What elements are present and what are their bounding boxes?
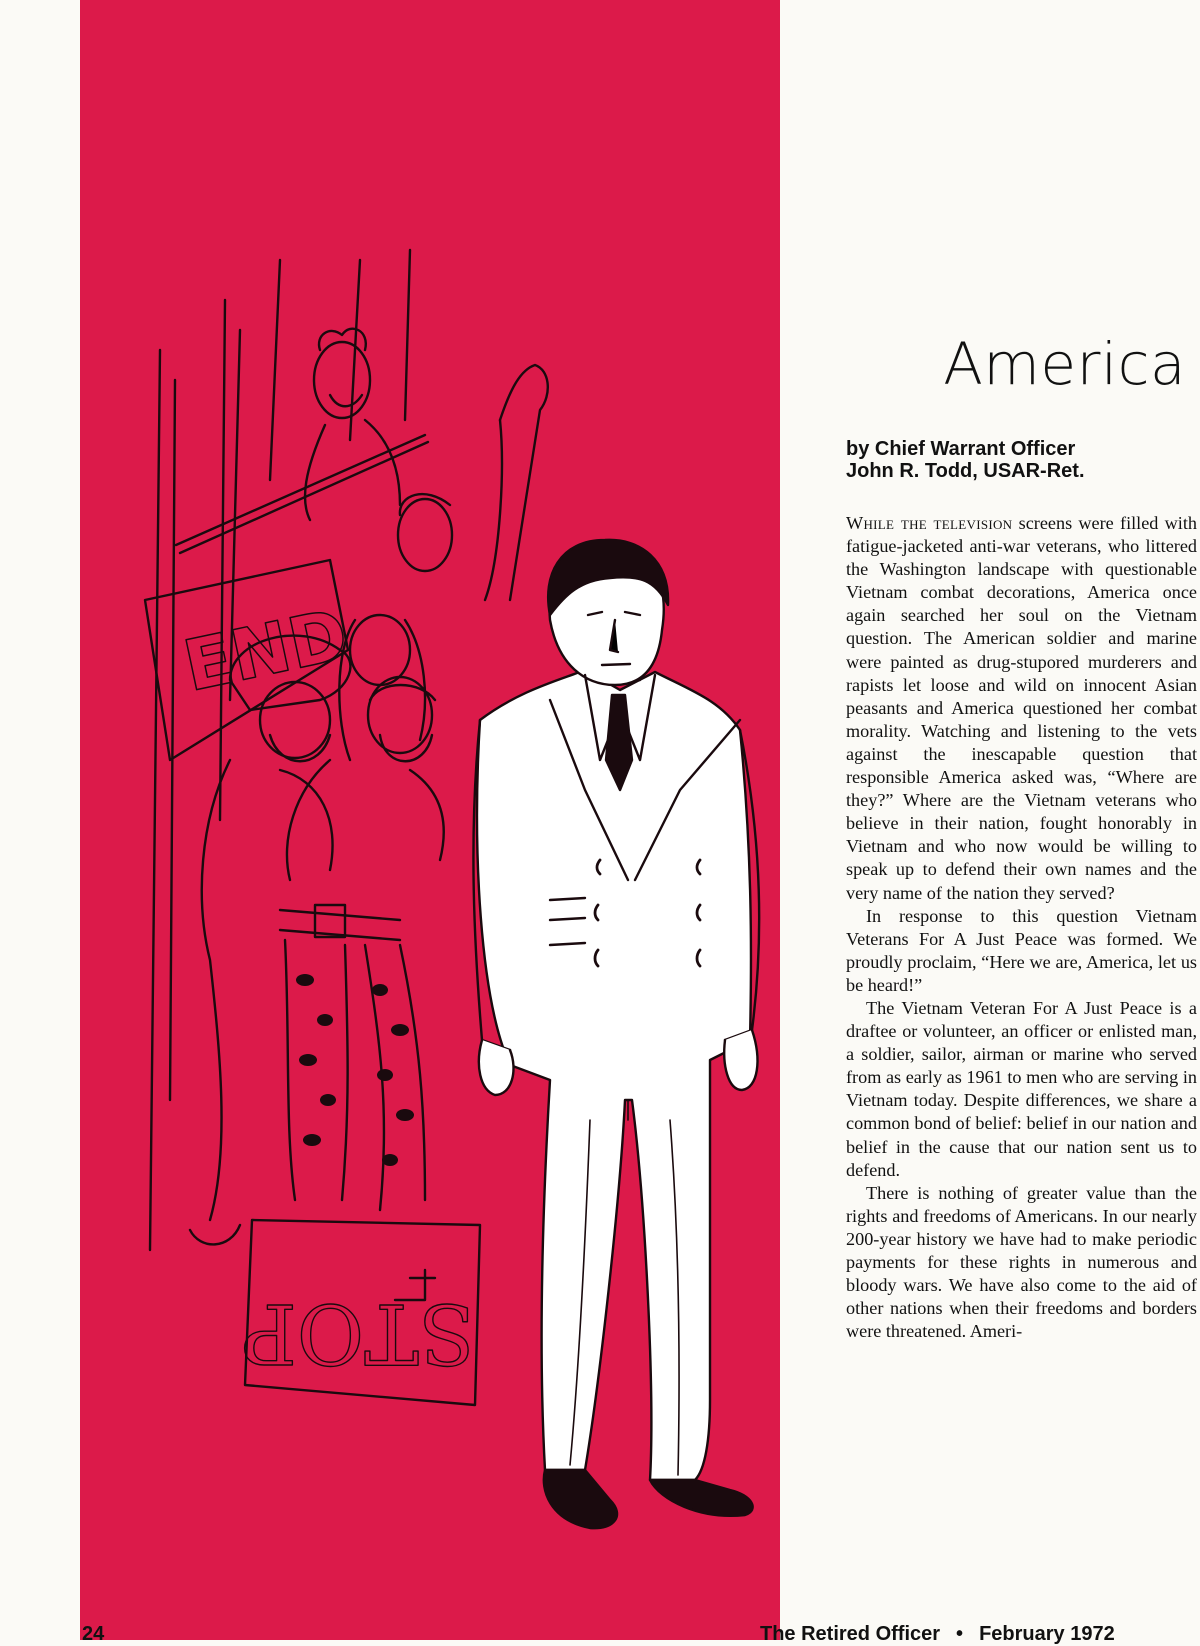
protest-illustration <box>80 0 780 1640</box>
issue-date: February 1972 <box>979 1623 1115 1645</box>
article-title: America <box>943 330 1186 398</box>
byline-line-1: by Chief Warrant Officer <box>846 438 1076 460</box>
paragraph-1 <box>846 512 1197 905</box>
illustration-panel <box>80 0 780 1640</box>
paragraph-1-text: screens were filled with fatigue-jacketed anti-war veterans, who littered the Washington landscape with questionable Vietnam combat decorations, America once again searched her soul on the Vietnam question. The American soldier and marine were painted as drug-stupored murderers and rapists let loose and wild on innocent Asian peasants and America questioned her combat morality. Watching and listening to the vets against the inescapable question that responsible America asked was, “Where are they?” Where are the Vietnam veterans who believe in their nation, fought honorably in Vietnam and who now would be willing to speak up to defend their own names and the very name of the nation they served? <box>846 513 1197 903</box>
page-number: 24 <box>82 1623 105 1645</box>
publication-name: The Retired Officer <box>760 1623 941 1645</box>
man-in-white-suit <box>473 540 759 1528</box>
paragraph-2: In response to this question Vietnam Veterans For A Just Peace was formed. We proudly proclaim, “Here we are, America, let us be heard!” <box>846 905 1197 995</box>
article-body <box>846 512 1197 1343</box>
paragraph-4: There is nothing of greater value than the rights and freedoms of Americans. In our nearly 200-year history we have had to make periodic payments for these rights in numerous and bloody wars. We have also come to the aid of other nations when their freedoms and borders were threatened. Ameri- <box>846 1182 1197 1342</box>
byline <box>846 438 1176 482</box>
end-sign-text: END <box>176 593 355 708</box>
stop-sign-text: STOP <box>241 1285 475 1380</box>
paragraph-3: The Vietnam Veteran For A Just Peace is a draftee or volunteer, an officer or enlisted man, a soldier, sailor, airman or marine who served from as early as 1961 to men who are serving in Vietnam today. Despite differences, we share a common bond of belief: belief in our nation and belief in the cause that our nation sent us to defend. <box>846 997 1197 1180</box>
lead-in-smallcaps: While the television <box>846 513 1013 533</box>
bullet-separator: • <box>956 1623 964 1645</box>
byline-line-2: John R. Todd, USAR-Ret. <box>846 460 1085 482</box>
running-footer <box>760 1623 1115 1646</box>
